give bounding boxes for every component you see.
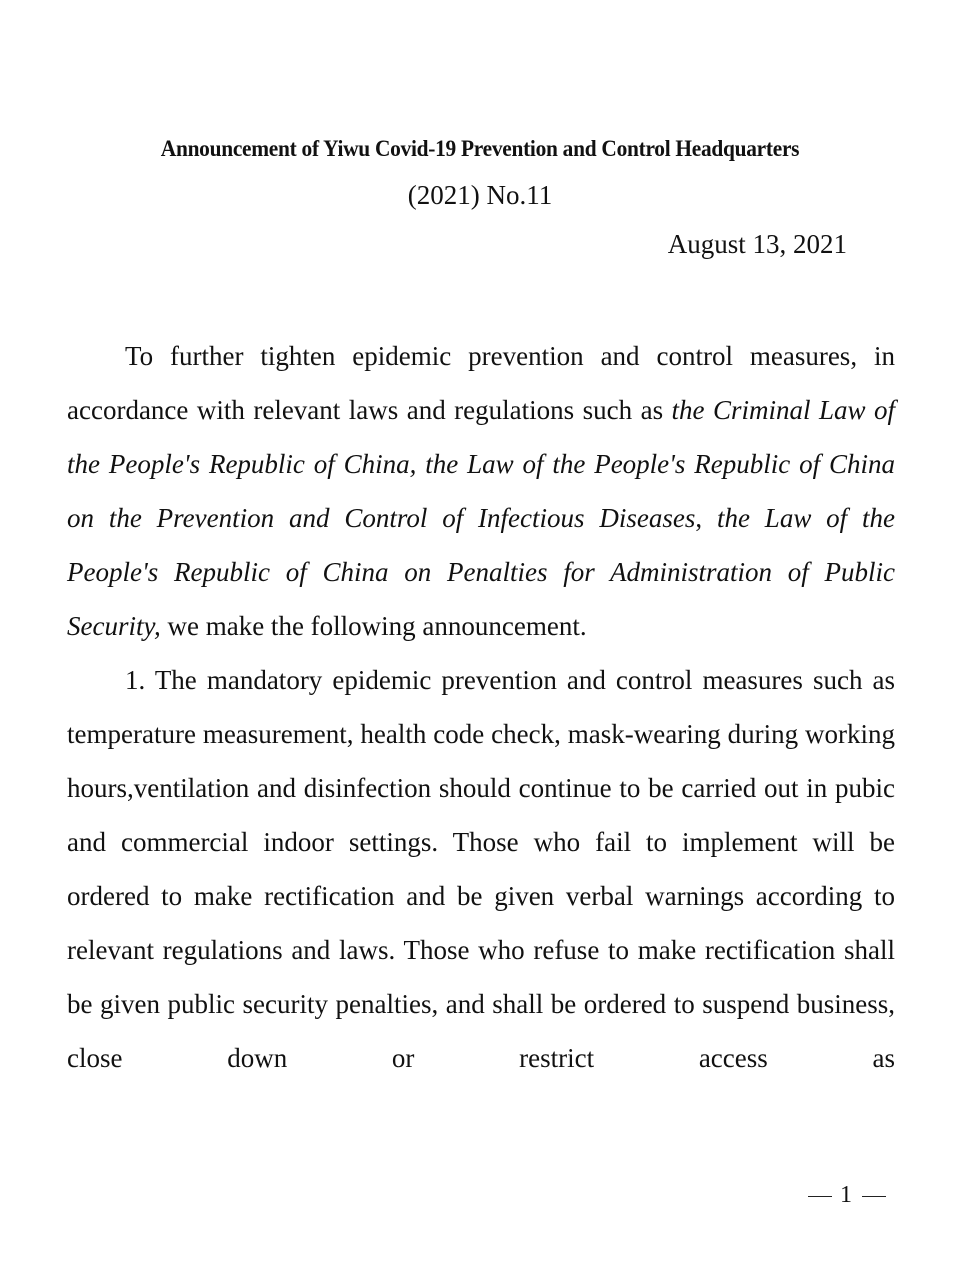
law-citation-2: the Law of the People's Republic of China on Penalties for Administration of Public Security, [67, 503, 896, 641]
page-number [800, 1182, 894, 1209]
intro-paragraph [67, 329, 895, 653]
law-citation-1: the Criminal Law of the People's Republic of China, the Law of the People's Republic of China on the Prevention and Control of Infectious Diseases [67, 395, 895, 533]
page-number-value: 1 [840, 1182, 854, 1208]
intro-text-end: we make the following announcement. [160, 611, 587, 641]
dash-left-icon [808, 1196, 832, 1197]
separator: , [695, 503, 717, 533]
intro-text: To further tighten epidemic prevention and control measures, in accordance with relevant laws and regulations such as [67, 341, 895, 425]
document-number: (2021) No.11 [407, 180, 553, 210]
item-1-paragraph: 1. The mandatory epidemic prevention and control measures such as temperature measurement, health code check, mask-wearing during working hours,ventilation and disinfection should continue to be carried out in pubic and commercial indoor settings. Those who fail to implement will be ordered to make rectification and be given verbal warnings according to relevant regulations and laws. Those who refuse to make rectification shall be given public security penalties, and shall be ordered to suspend business, close down or restrict access as [67, 665, 895, 1073]
document-body [67, 329, 895, 1085]
document-date: August 13, 2021 [667, 229, 847, 259]
dash-right-icon [862, 1196, 886, 1197]
document-title: Announcement of Yiwu Covid-19 Prevention and Control Headquarters [160, 136, 800, 161]
